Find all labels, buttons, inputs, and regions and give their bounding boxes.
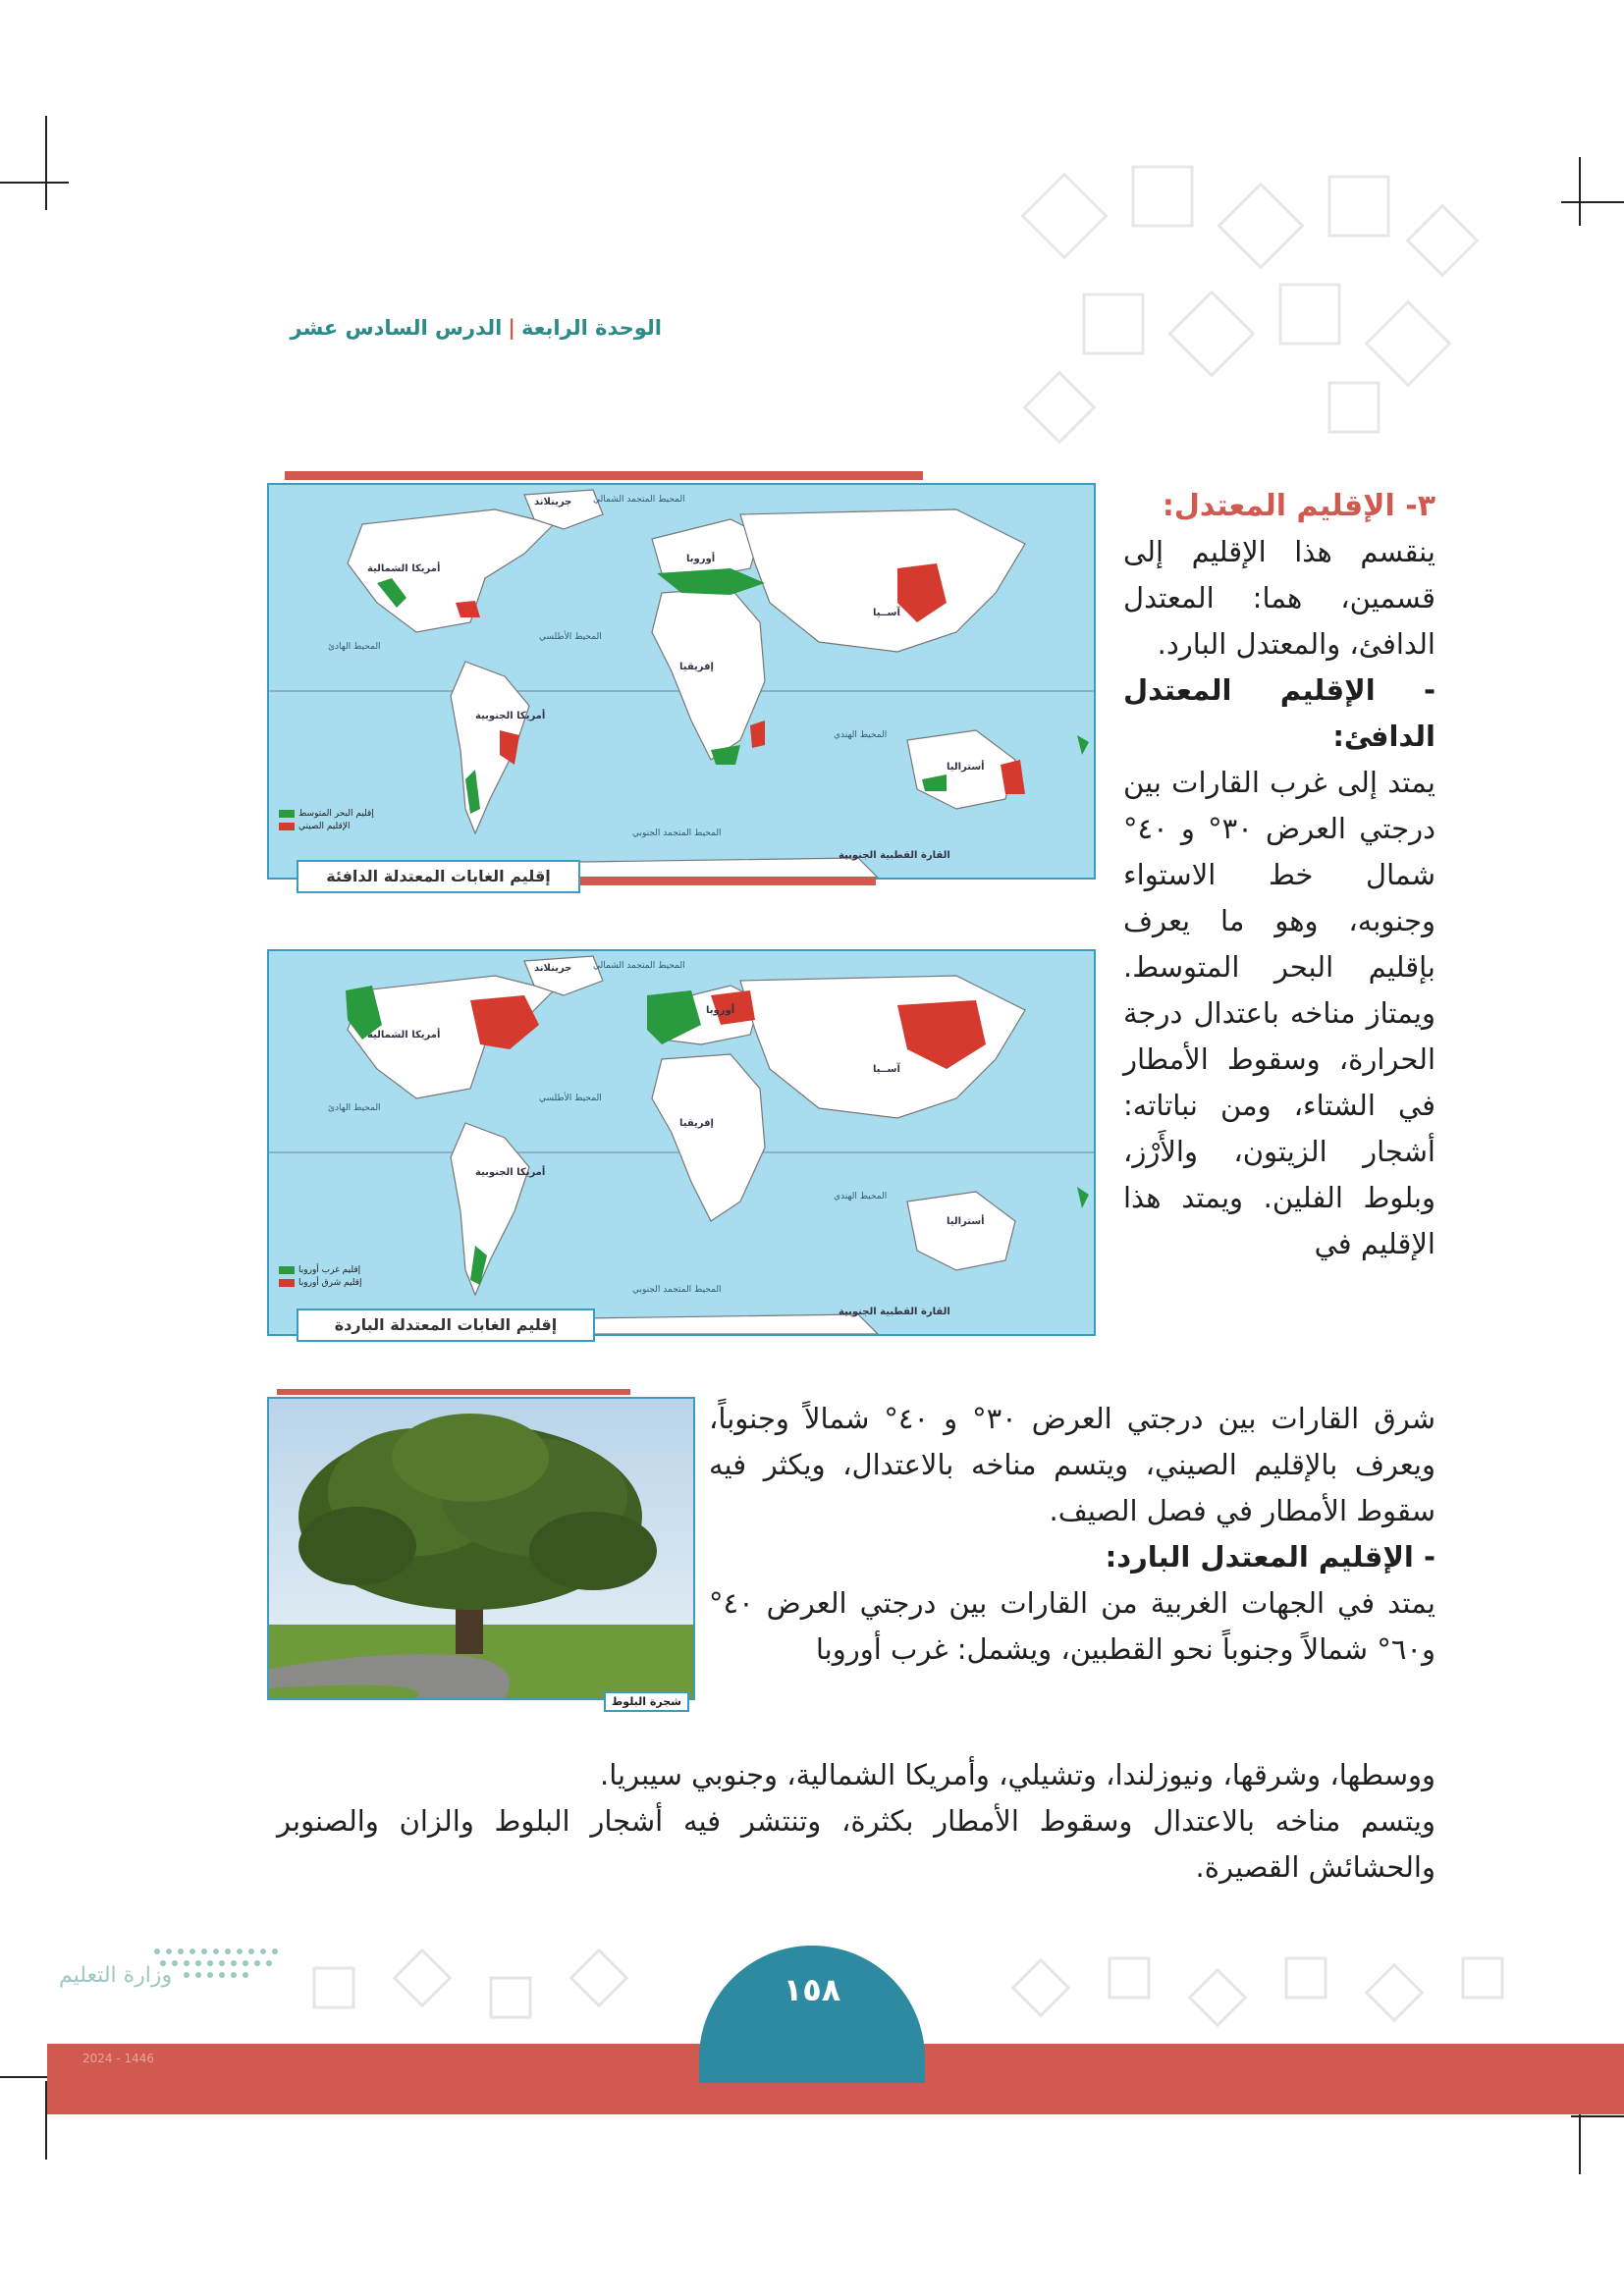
section-heading: ٣- الإقليم المعتدل: (1162, 489, 1435, 523)
ocean-label-southern: المحيط المتجمد الجنوبي (632, 1285, 722, 1295)
map-label-africa: إفريقيا (679, 662, 714, 672)
south-america-shape (451, 662, 529, 833)
decorative-pattern (1015, 157, 1487, 452)
asia-shape (740, 509, 1025, 652)
cold-temperate-map-figure (267, 937, 1098, 1360)
map-label-south-america: أمريكا الجنوبية (475, 711, 546, 721)
crop-mark (1571, 2115, 1624, 2117)
oak-tree-photo (267, 1397, 695, 1700)
world-map (267, 949, 1096, 1336)
warm-temperate-paragraph: يمتد إلى غرب القارات بين درجتي العرض ٣٠° و ٤٠° شمال خط الاستواء وجنوبه، وهو ما يعرف بإقليم البحر المتوسط. ويمتاز مناخه باعتدال درجة الحرارة، وسقوط الأمطار في الشتاء، ومن نباتاته: أشجار الزيتون، والأَرْز، وبلوط الفلين. ويمتد هذا الإقليم في (1123, 766, 1435, 1260)
map-label-africa: إفريقيا (679, 1118, 714, 1129)
crop-mark (0, 182, 69, 184)
map-label-south-america: أمريكا الجنوبية (475, 1167, 546, 1178)
legend-label: إقليم شرق أوروبا (298, 1278, 362, 1288)
legend-item (279, 809, 374, 819)
beside-tree-text (709, 1396, 1435, 1673)
crop-mark (1579, 157, 1581, 226)
legend-swatch-red (279, 823, 295, 830)
legend-item (279, 1278, 362, 1288)
map-label-north-america: أمريكا الشمالية (367, 563, 441, 574)
world-map-svg (269, 485, 1094, 878)
ocean-label-indian: المحيط الهندي (834, 1192, 888, 1201)
warm-temperate-continuation: شرق القارات بين درجتي العرض ٣٠° و ٤٠° شمالاً وجنوباً، ويعرف بالإقليم الصيني، ويتسم مناخه بالاعتدال، ويكثر فيه سقوط الأمطار في فصل الصيف. (709, 1402, 1435, 1527)
world-map (267, 483, 1096, 880)
warm-temperate-heading: - الإقليم المعتدل الدافئ: (1123, 673, 1435, 753)
map-label-antarctica: القارة القطبية الجنوبية (839, 1307, 950, 1317)
map-legend (279, 1265, 362, 1291)
legend-label: إقليم البحر المتوسط (298, 809, 374, 819)
oak-tree-figure (267, 1389, 695, 1708)
edition-year: 2024 - 1446 (82, 2052, 155, 2065)
ocean-label-pacific: المحيط الهادئ (328, 642, 381, 652)
warm-temperate-map-figure (267, 471, 1098, 893)
figure-accent-bar (285, 471, 923, 480)
map-label-europe: أوروبا (686, 554, 716, 564)
africa-shape (652, 1054, 765, 1221)
cold-temperate-continuation: ووسطها، وشرقها، ونيوزلندا، وتشيلي، وأمريكا الشمالية، وجنوبي سيبريا. (600, 1758, 1435, 1791)
unit-label: الوحدة الرابعة (520, 316, 662, 340)
crop-mark (1561, 201, 1624, 203)
legend-label: إقليم غرب أوروبا (298, 1265, 361, 1275)
legend-swatch-green (279, 1266, 295, 1274)
figure-accent-bar (277, 1389, 630, 1395)
legend-item (279, 822, 374, 831)
cold-temperate-climate: ويتسم مناخه بالاعتدال وسقوط الأمطار بكثرة، وتنتشر فيه أشجار البلوط والزان والصنوبر والحشائش القصيرة. (277, 1804, 1435, 1884)
ocean-label-pacific: المحيط الهادئ (328, 1103, 381, 1113)
map-label-asia: آســيا (873, 608, 900, 618)
full-width-text (277, 1752, 1435, 1891)
map-label-north-america: أمريكا الشمالية (367, 1030, 441, 1041)
asia-shape (740, 976, 1025, 1118)
legend-label: الإقليم الصيني (298, 822, 351, 831)
oak-tree-illustration (269, 1399, 693, 1698)
map-label-greenland: جرينلاند (534, 963, 572, 974)
legend-swatch-red (279, 1279, 295, 1287)
australia-shape (907, 1192, 1015, 1270)
ocean-label-atlantic: المحيط الأطلسي (539, 1094, 602, 1103)
map-label-asia: آســيا (873, 1064, 900, 1075)
legend-swatch-green (279, 810, 295, 818)
map-label-greenland: جرينلاند (534, 497, 572, 507)
ocean-label-indian: المحيط الهندي (834, 730, 888, 740)
ocean-label-atlantic: المحيط الأطلسي (539, 632, 602, 642)
ocean-label-arctic: المحيط المتجمد الشمالي (593, 961, 685, 971)
world-map-svg (269, 951, 1094, 1334)
europe-shape (652, 519, 760, 578)
intro-column (1123, 483, 1435, 1267)
ocean-label-southern: المحيط المتجمد الجنوبي (632, 828, 722, 838)
map-label-australia: أستراليا (947, 1216, 985, 1227)
legend-item (279, 1265, 362, 1275)
ocean-label-arctic: المحيط المتجمد الشمالي (593, 495, 685, 505)
map-caption: إقليم الغابات المعتدلة الباردة (297, 1308, 595, 1342)
crop-mark (45, 116, 47, 210)
page-number: ١٥٨ (783, 1971, 841, 2008)
ministry-name: وزارة التعليم (59, 1963, 173, 1988)
running-header (291, 316, 663, 340)
tree-caption: شجرة البلوط (604, 1691, 689, 1712)
lesson-label: الدرس السادس عشر (290, 316, 503, 340)
south-america-shape (451, 1123, 529, 1295)
cold-temperate-heading: - الإقليم المعتدل البارد: (1105, 1540, 1435, 1574)
map-label-europe: أوروبا (706, 1005, 735, 1016)
map-legend (279, 809, 374, 834)
africa-shape (652, 588, 765, 760)
map-label-australia: أستراليا (947, 762, 985, 773)
intro-paragraph: ينقسم هذا الإقليم إلى قسمين، هما: المعتدل الدافئ، والمعتدل البارد. (1123, 535, 1435, 661)
map-caption: إقليم الغابات المعتدلة الدافئة (297, 860, 580, 893)
cold-temperate-paragraph: يمتد في الجهات الغربية من القارات بين درجتي العرض ٤٠° و٦٠° شمالاً وجنوباً نحو القطبين، ويشمل: غرب أوروبا (709, 1586, 1435, 1666)
map-label-antarctica: القارة القطبية الجنوبية (839, 850, 950, 861)
header-separator: | (508, 316, 515, 340)
